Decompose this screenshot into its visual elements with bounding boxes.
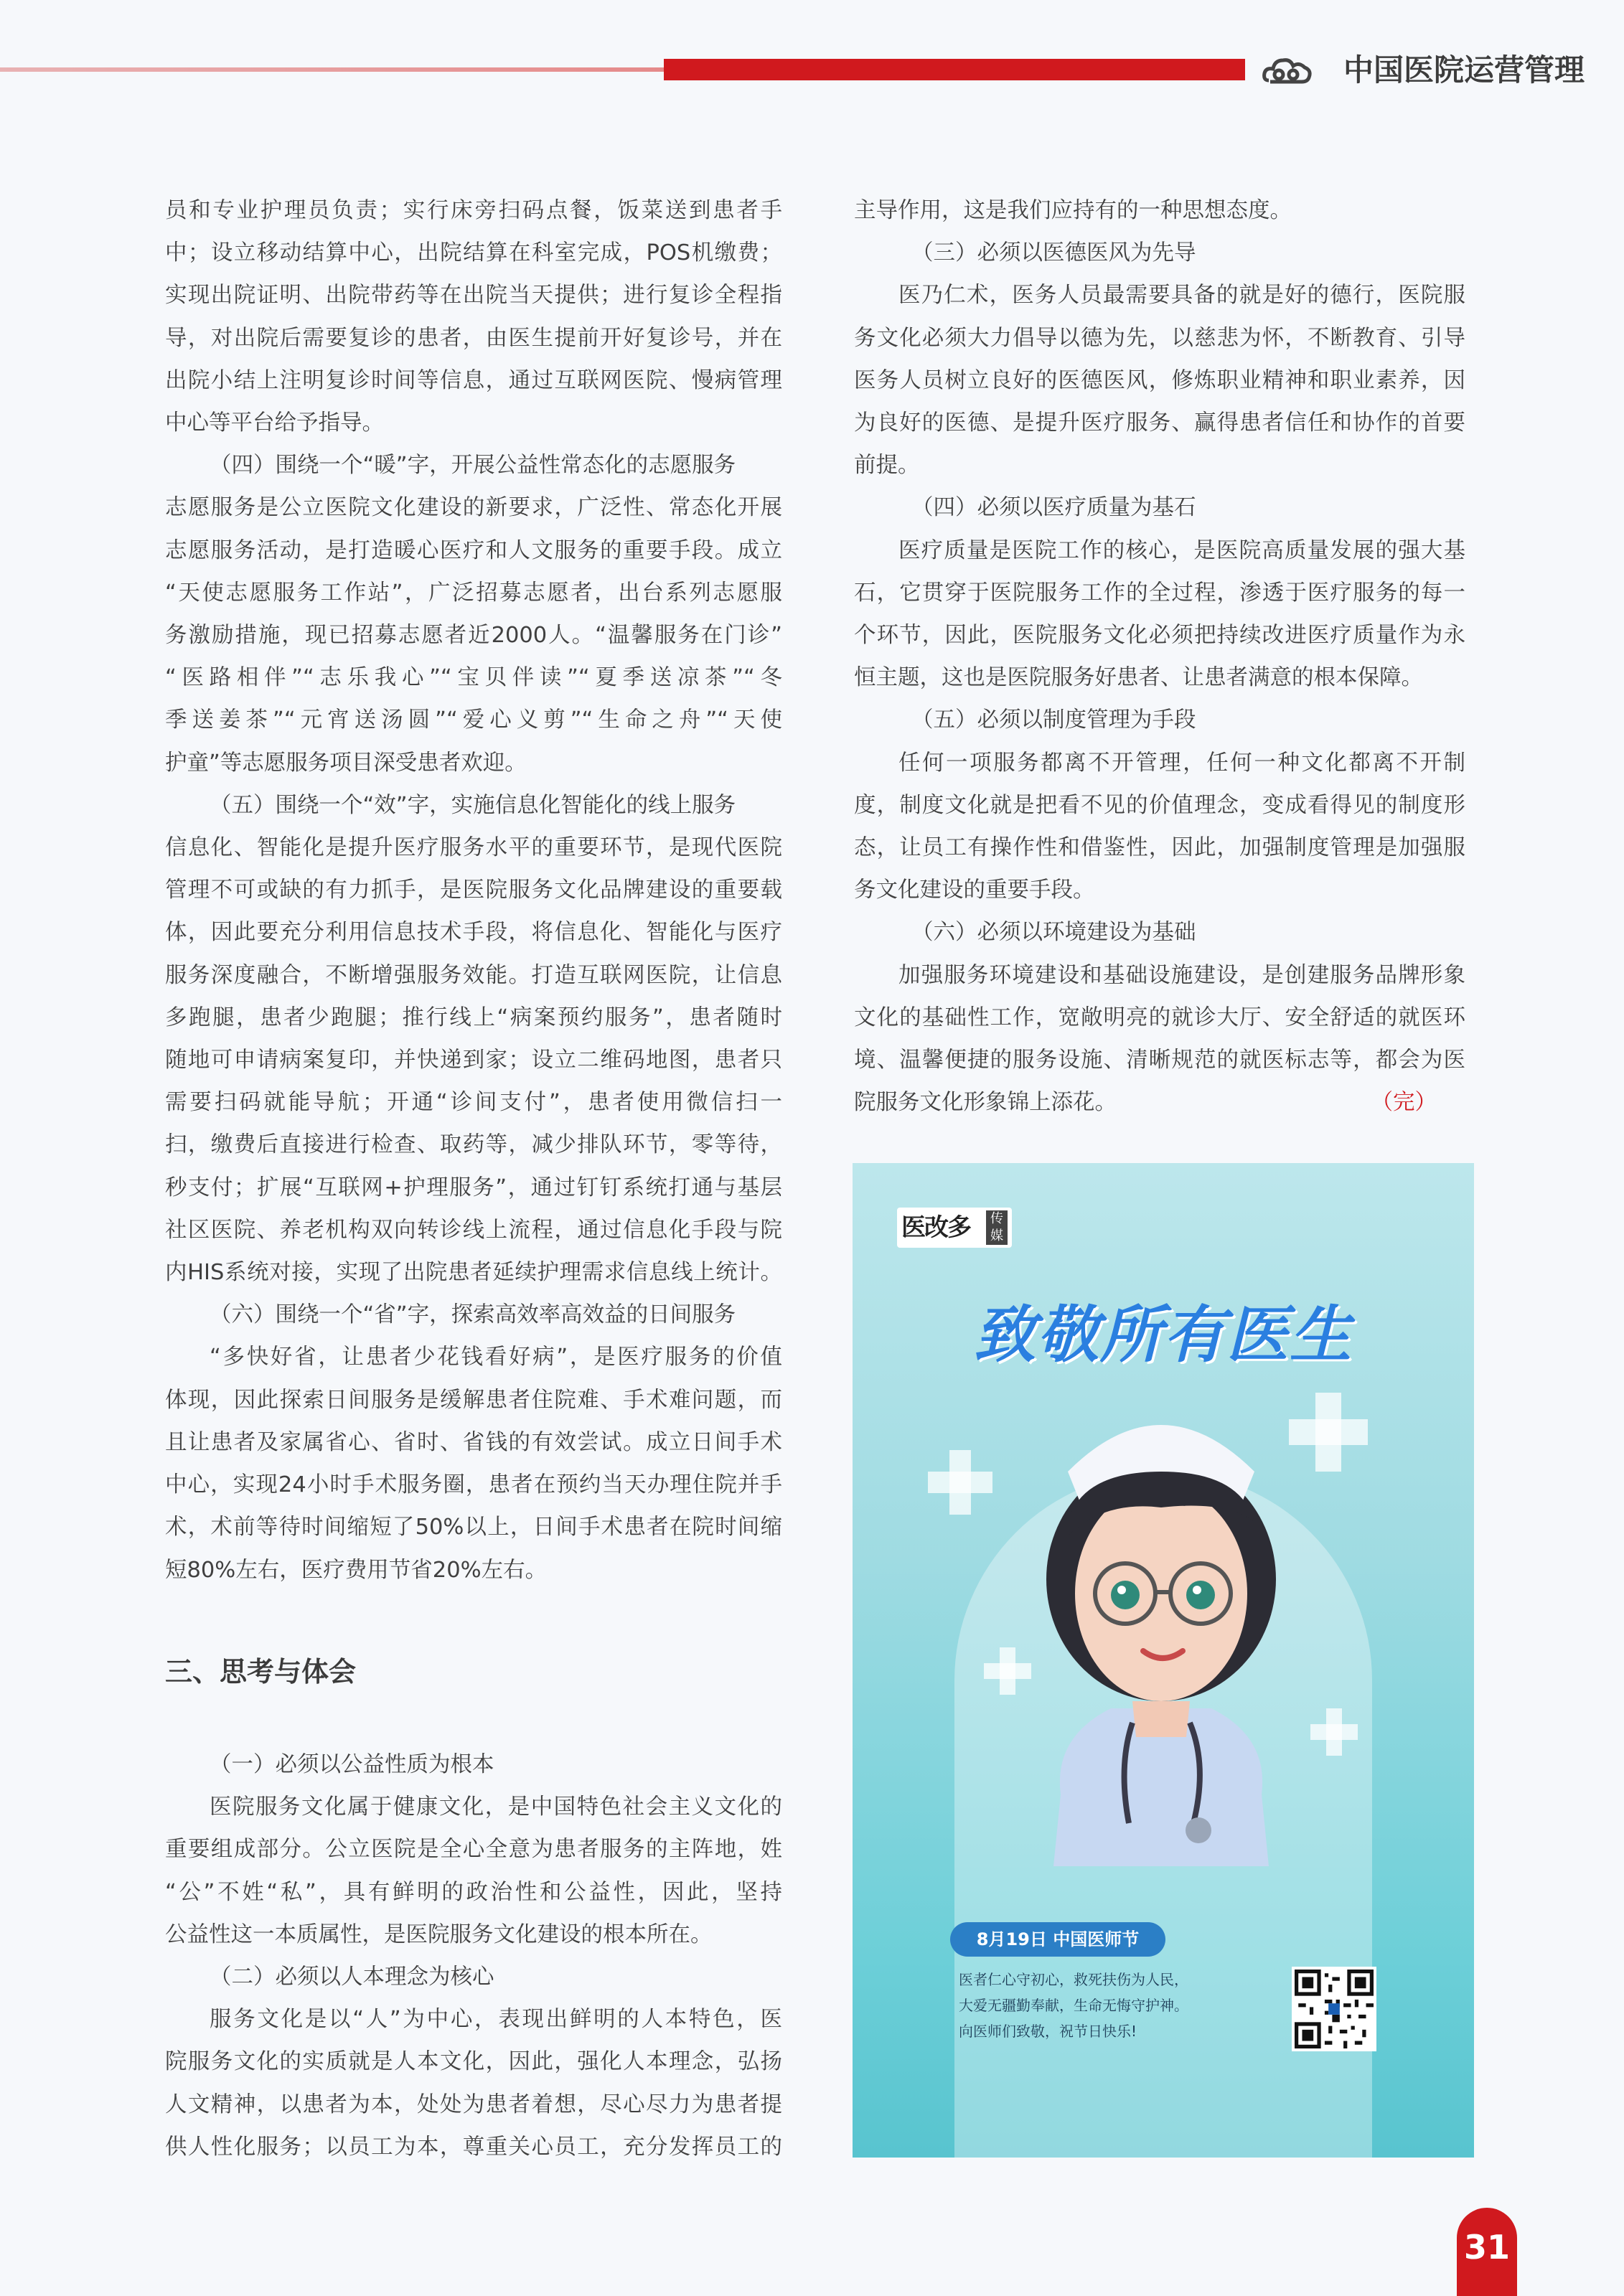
text-line: 体现，因此探索日间服务是缓解患者住院难、手术难问题，而: [165, 1387, 782, 1413]
text-line: “医路相伴”“志乐我心”“宝贝伴读”“夏季送凉茶”“冬: [165, 665, 782, 691]
text-line: 境、温馨便捷的服务设施、清晰规范的就医标志等，都会为医: [854, 1048, 1465, 1073]
text-line: 供人性化服务；以员工为本，尊重关心员工，充分发挥员工的: [165, 2134, 782, 2160]
cloud-logo-icon: [1262, 53, 1313, 88]
text-line: 导，对出院后需要复诊的患者，由医生提前开好复诊号，并在: [165, 325, 782, 351]
text-line: 内HIS系统对接，实现了出院患者延续护理需求信息线上统计。: [165, 1260, 782, 1286]
text-line: 院服务文化的实质就是人本文化，因此，强化人本理念，弘扬: [165, 2049, 782, 2075]
text-line: 体，因此要充分利用信息技术手段，将信息化、智能化与医疗: [165, 920, 782, 946]
text-line: 中心等平台给予指导。: [165, 410, 384, 436]
text-line: 医乃仁术，医务人员最需要具备的就是好的德行，医院服: [898, 283, 1465, 309]
text-line: 务文化必须大力倡导以德为先，以慈悲为怀，不断教育、引导: [854, 325, 1465, 351]
text-line: 信息化、智能化是提升医疗服务水平的重要环节，是现代医院: [165, 835, 782, 861]
text-line: 社区医院、养老机构双向转诊线上流程，通过信息化手段与院: [165, 1217, 782, 1243]
text-line: 短80%左右，医疗费用节省20%左右。: [165, 1557, 548, 1583]
text-line: 实现出院证明、出院带药等在出院当天提供；进行复诊全程指: [165, 283, 782, 309]
text-line: 主导作用，这是我们应持有的一种思想态度。: [854, 198, 1292, 223]
text-line: 术，术前等待时间缩短了50%以上，日间手术患者在院时间缩: [165, 1515, 782, 1540]
text-line: 加强服务环境建设和基础设施建设，是创建服务品牌形象: [898, 962, 1465, 988]
poster-text-line: 医者仁心守初心，救死扶伤为人民，: [959, 1971, 1188, 1988]
poster-text-line: 大爱无疆勤奉献，生命无悔守护神。: [959, 1997, 1188, 2014]
nurse-illustration: [1010, 1364, 1312, 1866]
qr-code[interactable]: [1292, 1967, 1376, 2051]
poster-text-line: 向医师们致敬，祝节日快乐!: [959, 2023, 1137, 2040]
text-line: 公益性这一本质属性，是医院服务文化建设的根本所在。: [165, 1921, 713, 1947]
section-title: 三、思考与体会: [165, 1656, 357, 1688]
poster-badge: 8月19日 中国医师节: [950, 1922, 1165, 1957]
text-line: 度，制度文化就是把看不见的价值理念，变成看得见的制度形: [854, 792, 1465, 818]
right-column: [854, 189, 1465, 1124]
poster-logo-text: 医改多: [901, 1213, 970, 1242]
text-line: 季送姜茶”“元宵送汤圆”“爱心义剪”“生命之舟”“天使: [165, 707, 782, 733]
text-line: 志愿服务是公立医院文化建设的新要求，广泛性、常态化开展: [165, 495, 782, 521]
text-line: 扫，缴费后直接进行检查、取药等，减少排队环节，零等待，: [165, 1132, 782, 1158]
text-line: 医务人员树立良好的医德医风，修炼职业精神和职业素养，因: [854, 367, 1465, 393]
doctor-day-poster: [853, 1163, 1474, 2158]
text-line: 需要扫码就能导航；开通“诊间支付”，患者使用微信扫一: [165, 1090, 782, 1116]
left-column: [165, 189, 782, 1591]
text-line: 前提。: [854, 453, 920, 479]
text-line: 员和专业护理员负责；实行床旁扫码点餐，饭菜送到患者手: [165, 198, 782, 223]
end-mark: （完）: [1371, 1090, 1437, 1116]
text-line: “公”不姓“私”，具有鲜明的政治性和公益性，因此，坚持: [165, 1879, 782, 1905]
text-line: 服务深度融合，不断增强服务效能。打造互联网医院，让信息: [165, 962, 782, 988]
text-line: （一）必须以公益性质为根本: [210, 1752, 494, 1777]
text-line: 志愿服务活动，是打造暖心医疗和人文服务的重要手段。成立: [165, 537, 782, 563]
text-line: 管理不可或缺的有力抓手，是医院服务文化品牌建设的重要载: [165, 878, 782, 903]
poster-text: [959, 1967, 1188, 2044]
text-line: 为良好的医德、是提升医疗服务、赢得患者信任和协作的首要: [854, 410, 1465, 436]
poster-title: 致敬所有医生: [974, 1299, 1353, 1371]
text-line: 人文精神，以患者为本，处处为患者着想，尽心尽力为患者提: [165, 2092, 782, 2117]
text-line: “多快好省，让患者少花钱看好病”，是医疗服务的价值: [210, 1345, 782, 1370]
medical-cross-icon: [928, 1472, 992, 1493]
left-column-continued: [165, 1744, 782, 2168]
text-line: [854, 1081, 1465, 1124]
poster-logo-side: 传媒: [986, 1210, 1008, 1245]
medical-cross-icon: [1310, 1724, 1358, 1740]
text-line: 务文化建设的重要手段。: [854, 878, 1095, 903]
text-line-content: 院服务文化形象锦上添花。: [854, 1090, 1117, 1116]
header-title: 中国医院运营管理: [1343, 52, 1585, 88]
text-line: （五）围绕一个“效”字，实施信息化智能化的线上服务: [210, 792, 736, 818]
text-line: 务激励措施，现已招募志愿者近2000人。“温馨服务在门诊”: [165, 623, 782, 649]
text-line: （二）必须以人本理念为核心: [210, 1965, 494, 1990]
text-line: 个环节，因此，医院服务文化必须把持续改进医疗质量作为永: [854, 623, 1465, 649]
text-line: 态，让员工有操作性和借鉴性，因此，加强制度管理是加强服: [854, 835, 1465, 861]
text-line: （四）必须以医疗质量为基石: [911, 495, 1196, 521]
text-line: 随地可申请病案复印，并快递到家；设立二维码地图，患者只: [165, 1048, 782, 1073]
text-line: 且让患者及家属省心、省时、省钱的有效尝试。成立日间手术: [165, 1429, 782, 1455]
text-line: 重要组成部分。公立医院是全心全意为患者服务的主阵地，姓: [165, 1837, 782, 1863]
text-line: 恒主题，这也是医院服务好患者、让患者满意的根本保障。: [854, 665, 1423, 691]
page-number: 31: [1457, 2208, 1517, 2296]
text-line: （六）围绕一个“省”字，探索高效率高效益的日间服务: [210, 1302, 736, 1328]
text-line: 服务文化是以“人”为中心，表现出鲜明的人本特色，医: [210, 2007, 782, 2033]
text-line: （五）必须以制度管理为手段: [911, 707, 1196, 733]
text-line: 多跑腿，患者少跑腿；推行线上“病案预约服务”，患者随时: [165, 1004, 782, 1030]
poster-logo: [897, 1208, 1012, 1248]
text-line: 中；设立移动结算中心，出院结算在科室完成，POS机缴费；: [165, 240, 782, 266]
text-line: 护童”等志愿服务项目深受患者欢迎。: [165, 750, 527, 776]
text-line: 出院小结上注明复诊时间等信息，通过互联网医院、慢病管理: [165, 367, 782, 393]
header-thin-rule: [0, 67, 664, 72]
text-line: “天使志愿服务工作站”，广泛招募志愿者，出台系列志愿服: [165, 580, 782, 606]
text-line: 文化的基础性工作，宽敞明亮的就诊大厅、安全舒适的就医环: [854, 1004, 1465, 1030]
text-line: （六）必须以环境建设为基础: [911, 920, 1196, 946]
text-line: 石，它贯穿于医院服务工作的全过程，渗透于医疗服务的每一: [854, 580, 1465, 606]
header-red-bar: [664, 59, 1245, 80]
text-line: 任何一项服务都离不开管理，任何一种文化都离不开制: [898, 750, 1465, 776]
text-line: 医疗质量是医院工作的核心，是医院高质量发展的强大基: [898, 537, 1465, 563]
text-line: 秒支付；扩展“互联网+护理服务”，通过钉钉系统打通与基层: [165, 1175, 782, 1200]
text-line: （四）围绕一个“暖”字，开展公益性常态化的志愿服务: [210, 453, 736, 479]
text-line: （三）必须以医德医风为先导: [911, 240, 1196, 266]
text-line: 医院服务文化属于健康文化，是中国特色社会主义文化的: [210, 1794, 782, 1820]
text-line: 中心，实现24小时手术服务圈，患者在预约当天办理住院并手: [165, 1472, 782, 1498]
